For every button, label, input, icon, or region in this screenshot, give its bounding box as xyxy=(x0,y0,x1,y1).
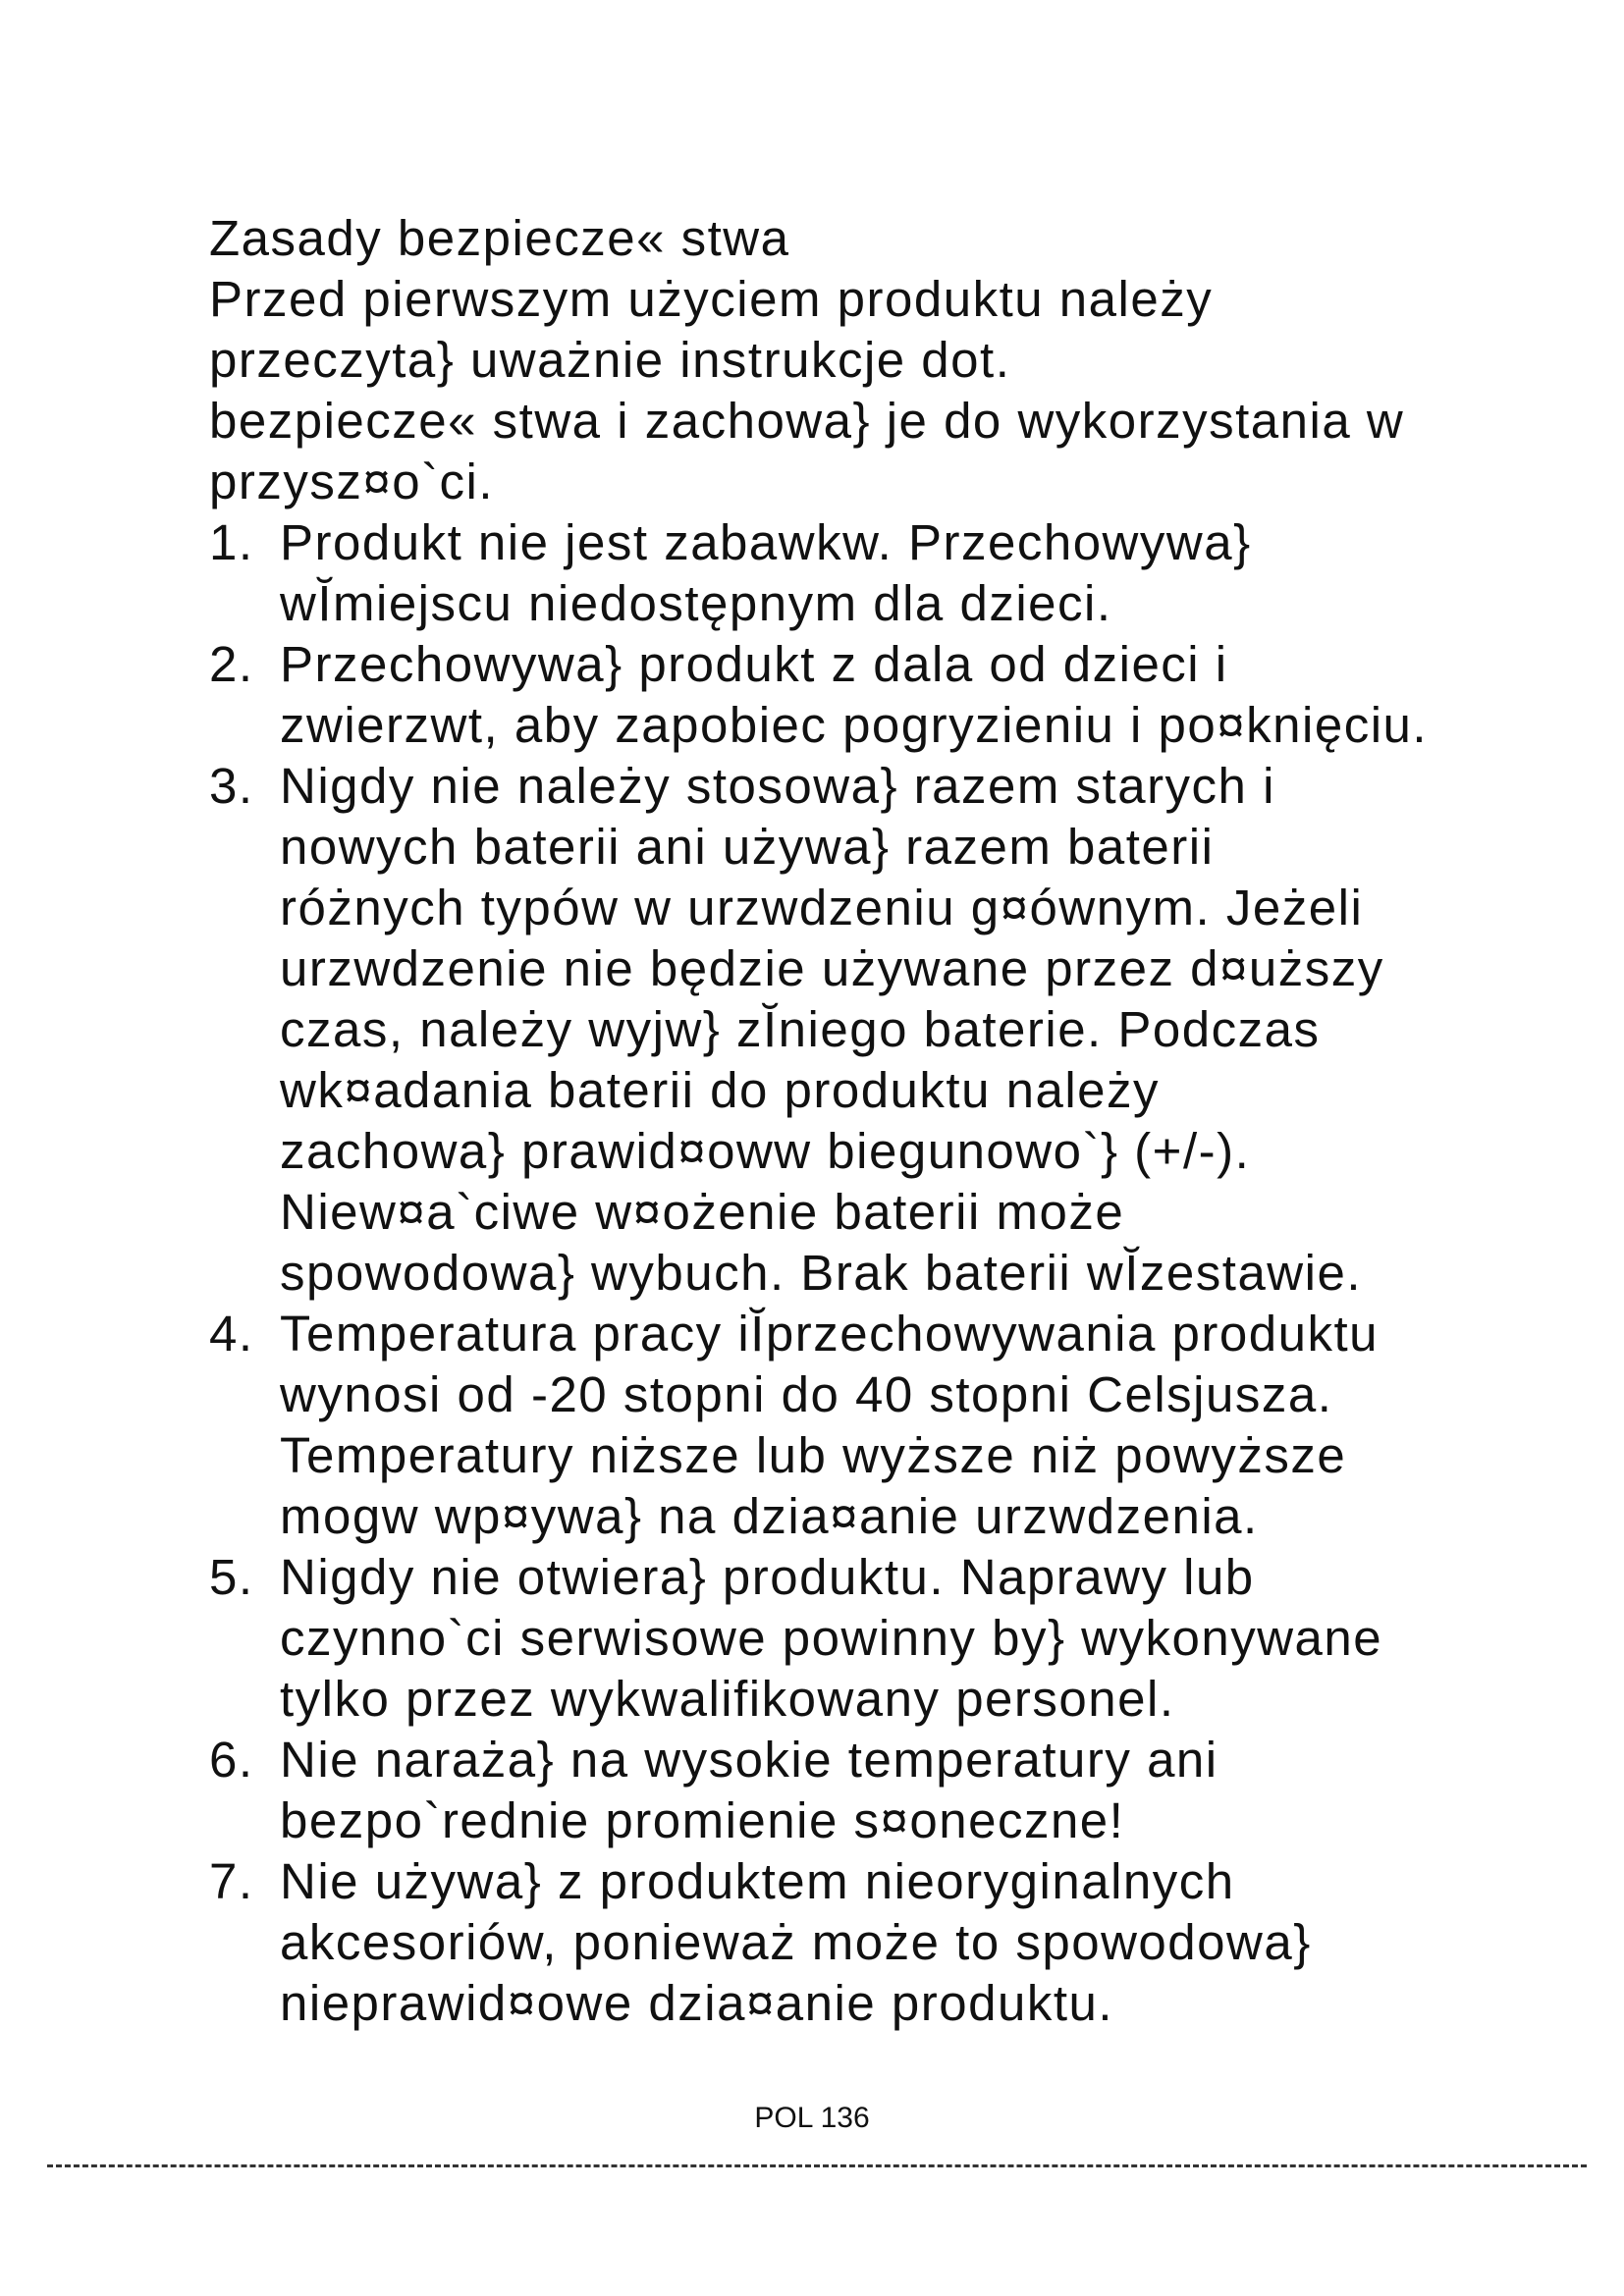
item-line: Temperatura pracy iĬprzechowywania produktu xyxy=(280,1306,1380,1362)
page-number: POL 136 xyxy=(754,2102,870,2134)
item-line: wynosi od -20 stopni do 40 stopni Celsjusza. xyxy=(280,1366,1333,1422)
item-line: Nigdy nie otwiera} produktu. Naprawy lub xyxy=(280,1549,1255,1605)
item-number: 7. xyxy=(209,1853,254,1909)
item-line: zachowa} prawid¤oww biegunowo`} (+/-). xyxy=(280,1123,1251,1179)
item-line: bezpo`rednie promienie s¤oneczne! xyxy=(280,1792,1125,1848)
safety-list xyxy=(209,512,1505,2034)
intro-line: przeczyta} uważnie instrukcje dot. xyxy=(209,332,1011,388)
item-number: 5. xyxy=(209,1549,254,1605)
intro-line: Przed pierwszym użyciem produktu należy xyxy=(209,271,1214,327)
item-number: 1. xyxy=(209,514,254,570)
list-item xyxy=(209,512,1505,634)
item-line: czynno`ci serwisowe powinny by} wykonywane xyxy=(280,1610,1383,1666)
item-line: nieprawid¤owe dzia¤anie produktu. xyxy=(280,1975,1114,2031)
intro-line: bezpiecze« stwa i zachowa} je do wykorzystania w xyxy=(209,393,1405,449)
item-line: Nie naraża} na wysokie temperatury ani xyxy=(280,1732,1218,1788)
item-line: wk¤adania baterii do produktu należy xyxy=(280,1062,1161,1118)
item-number: 3. xyxy=(209,758,254,814)
list-item xyxy=(209,756,1505,1304)
item-line: wĬmiejscu niedostępnym dla dzieci. xyxy=(280,575,1112,631)
item-number: 4. xyxy=(209,1306,254,1362)
list-item xyxy=(209,1730,1505,1851)
intro-paragraph xyxy=(209,269,1505,512)
list-item xyxy=(209,1547,1505,1730)
safety-section xyxy=(209,208,1505,2034)
item-number: 6. xyxy=(209,1732,254,1788)
item-line: spowodowa} wybuch. Brak baterii wĬzestawie. xyxy=(280,1245,1363,1301)
item-line: Produkt nie jest zabawkw. Przechowywa} xyxy=(280,514,1252,570)
item-line: tylko przez wykwalifikowany personel. xyxy=(280,1671,1175,1727)
footer-divider xyxy=(47,2164,1587,2167)
list-item xyxy=(209,634,1505,756)
item-line: Temperatury niższe lub wyższe niż powyższe xyxy=(280,1427,1347,1483)
item-line: różnych typów w urzwdzeniu g¤ównym. Jeżeli xyxy=(280,880,1364,935)
item-line: urzwdzenie nie będzie używane przez d¤uższy xyxy=(280,940,1384,996)
section-title: Zasady bezpiecze« stwa xyxy=(209,210,790,266)
intro-line: przysz¤o`ci. xyxy=(209,454,495,509)
item-line: Przechowywa} produkt z dala od dzieci i xyxy=(280,636,1228,692)
item-number: 2. xyxy=(209,636,254,692)
list-item xyxy=(209,1304,1505,1547)
item-line: Niew¤a`ciwe w¤ożenie baterii może xyxy=(280,1184,1125,1240)
item-line: akcesoriów, ponieważ może to spowodowa} xyxy=(280,1914,1312,1970)
item-line: czas, należy wyjw} zĬniego baterie. Podczas xyxy=(280,1001,1321,1057)
item-line: nowych baterii ani używa} razem baterii xyxy=(280,819,1215,875)
list-item xyxy=(209,1851,1505,2034)
item-line: Nie używa} z produktem nieoryginalnych xyxy=(280,1853,1235,1909)
item-line: Nigdy nie należy stosowa} razem starych i xyxy=(280,758,1275,814)
item-line: zwierzwt, aby zapobiec pogryzieniu i po¤knięciu. xyxy=(280,697,1429,753)
item-line: mogw wp¤ywa} na dzia¤anie urzwdzenia. xyxy=(280,1488,1259,1544)
